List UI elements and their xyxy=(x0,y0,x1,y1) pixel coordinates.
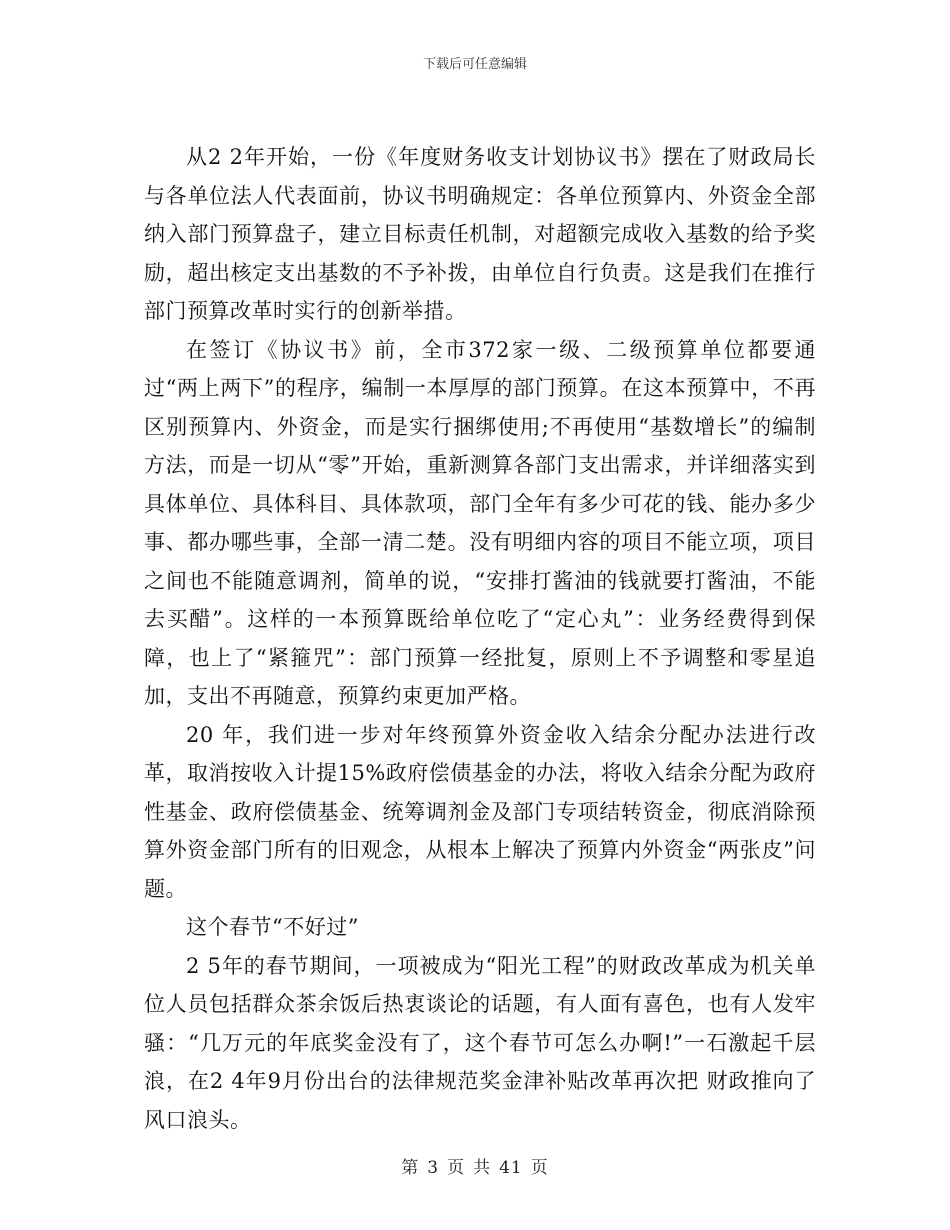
footer-label-ye-2: 页 xyxy=(530,1158,549,1178)
page-header: 下载后可任意编辑 xyxy=(422,57,527,72)
footer-label-gong: 共 xyxy=(473,1158,492,1178)
footer-label-di: 第 xyxy=(401,1158,420,1178)
paragraph-2: 在签订《协议书》前，全市372家一级、二级预算单位都要通过“两上两下”的程序，编制一本厚厚的部门预算。在这本预算中，不再区别预算内、外资金，而是实行捆绑使用;不再使用“基数增长”的编制方法，而是一切从“零”开始，重新测算各部门支出需求，并详细落实到具体单位、具体科目、具体款项，部门全年有多少可花的钱、能办多少事、都办哪些事，全部一清二楚。没有明细内容的项目不能立项，项目之间也不能随意调剂，简单的说，“安排打酱油的钱就要打酱油，不能去买醋”。这样的一本预算既给单位吃了“定心丸”：业务经费得到保障，也上了“紧箍咒”：部门预算一经批复，原则上不予调整和零星追加，支出不再随意，预算约束更加严格。 xyxy=(144,337,816,708)
document-body xyxy=(144,138,816,1139)
footer-total-pages: 41 xyxy=(499,1158,523,1178)
paragraph-3: 20 年，我们进一步对年终预算外资金收入结余分配办法进行改革，取消按收入计提15%政府偿债基金的办法，将收入结余分配为政府性基金、政府偿债基金、统筹调剂金及部门专项结转资金，彻底消除预算外资金部门所有的旧观念，从根本上解决了预算内外资金“两张皮”问题。 xyxy=(144,722,816,901)
page-footer xyxy=(0,1153,950,1178)
footer-current-page: 3 xyxy=(427,1158,440,1178)
paragraph-4: 2 5年的春节期间，一项被成为“阳光工程”的财政改革成为机关单位人员包括群众茶余饭后热衷谈论的话题，有人面有喜色，也有人发牢骚：“几万元的年底奖金没有了，这个春节可怎么办啊!”一石激起千层浪，在2 4年9月份出台的法律规范奖金津补贴改革再次把 财政推向了风口浪头。 xyxy=(144,953,816,1132)
footer-label-ye: 页 xyxy=(447,1158,466,1178)
paragraph-1: 从2 2年开始，一份《年度财务收支计划协议书》摆在了财政局长与各单位法人代表面前，协议书明确规定：各单位预算内、外资金全部纳入部门预算盘子，建立目标责任机制，对超额完成收入基数的给予奖励，超出核定支出基数的不予补拨，由单位自行负责。这是我们在推行部门预算改革时实行的创新举措。 xyxy=(144,145,816,323)
section-heading: 这个春节“不好过” xyxy=(186,915,359,939)
